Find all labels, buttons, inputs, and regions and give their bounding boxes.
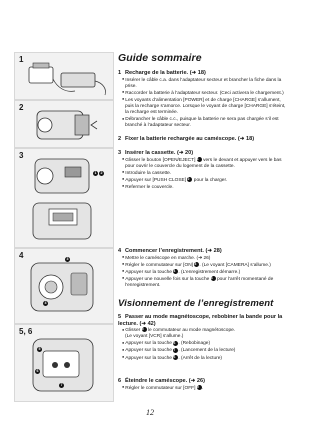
illustration-label: 2 — [19, 103, 24, 112]
record-drawing — [15, 249, 113, 323]
step-1-bullet: ● Raccorder la batterie à l’adaptateur secteur. (Ceci activera le chargement.) — [118, 90, 288, 97]
illustration-step-2 — [14, 100, 114, 148]
step-3-bullet: ● Glisser le bouton [OPEN/EJECT] 1 vers le devant et appuyer vers le bas pour ouvrir le couvercle du logement de la cassette. — [118, 157, 288, 170]
step-4-title: 4 Commencer l’enregistrement. (➜ 28) — [118, 248, 222, 254]
playback-drawing — [15, 325, 113, 401]
step-1-bullet: ● Débrancher le câble c.c., puisque la batterie ne sera pas chargée s’il est branché à l’adaptateur secteur. — [118, 116, 288, 129]
marker-4: 4 — [44, 301, 47, 305]
step-2-title: 2 Fixer la batterie rechargée au caméscope. (➜ 18) — [118, 136, 255, 142]
step-3-title: 3 Insérer la cassette. (➜ 20) — [118, 150, 194, 156]
step-2 — [118, 136, 288, 143]
step-1-title: 1 Recharge de la batterie. (➜ 18) — [118, 70, 206, 76]
marker-3: 3 — [66, 257, 69, 261]
illustration-label: 4 — [19, 251, 24, 260]
step-3-bullet: ● Refermer le couvercle. — [118, 184, 288, 191]
illustration-label: 3 — [19, 151, 24, 160]
marker-7: 7 — [60, 383, 63, 387]
step-4-bullet: ● Régler le commutateur sur [ON] 3 . (Le voyant [CAMERA] s’allume.) — [118, 262, 288, 269]
marker-2: 2 — [100, 171, 103, 175]
step-3-bullet: ● Appuyer sur [PUSH CLOSE] 2 pour la charger. — [118, 177, 288, 184]
step-6-title: 6 Éteindre le caméscope. (➜ 26) — [118, 378, 205, 384]
illustration-label: 1 — [19, 55, 24, 64]
step-4-bullet: ● Appuyer une nouvelle fois sur la touche 4 pour l’arrêt momentané de l’enregistrement. — [118, 276, 288, 289]
step-4-bullet: ● Mettre le caméscope en marche. (➜ 26) — [118, 255, 288, 262]
illustration-step-4 — [14, 248, 114, 324]
text-column — [118, 52, 288, 402]
illustration-step-5-6 — [14, 324, 114, 402]
section-title-playback: Visionnement de l’enregistrement — [118, 298, 274, 309]
step-1-bullet: ● Les voyants d’alimentation [POWER] et de charge [CHARGE] s’allument, puis la recharge s’amorce. Lorsque le voyant de charge [CHARGE] s’éteint, la recharge est terminée. — [118, 97, 288, 116]
step-4-bullet: ● Appuyer sur la touche 4 . (L’enregistrement démarre.) — [118, 269, 288, 276]
marker-5: 5 — [38, 347, 41, 351]
step-4 — [118, 248, 288, 289]
step-1-bullet: ● Insérer le câble c.a. dans l’adaptateur secteur et brancher la fiche dans la prise. — [118, 77, 288, 90]
step-5-bullet: ● Appuyer sur la touche 6 . (Arrêt de la lecture) — [118, 355, 288, 362]
illustration-label: 5, 6 — [19, 327, 33, 336]
step-1 — [118, 70, 288, 129]
marker-1: 1 — [94, 171, 97, 175]
illustration-step-1 — [14, 52, 114, 100]
step-5-bullet: ● Glisser 5 le commutateur au mode magnétoscope. — [118, 327, 288, 334]
step-5-bullet: ● Appuyer sur la touche 6 . (Rebobinage) — [118, 340, 288, 347]
charger-battery-drawing — [15, 53, 113, 99]
marker-6: 6 — [36, 369, 39, 373]
camcorder-battery-drawing — [15, 101, 113, 147]
step-3 — [118, 150, 288, 191]
step-5-note: (Le voyant [VCR] s’allume.) — [125, 334, 184, 340]
step-5-bullet: ● Appuyer sur la touche 7 . (Lancement de la lecture) — [118, 347, 288, 354]
step-6 — [118, 378, 288, 392]
cassette-insert-drawing — [15, 149, 113, 247]
page-title: Guide sommaire — [118, 52, 202, 64]
step-5 — [118, 314, 288, 362]
page-number: 12 — [146, 408, 154, 417]
step-5-title: 5 Passer au mode magnétoscope, rebobiner la bande pour la lecture. (➜ 42) — [118, 314, 283, 327]
step-6-bullet: ● Régler le commutateur sur [OFF] 5 . — [118, 385, 288, 392]
step-3-bullet: ● Introduire la cassette. — [118, 170, 288, 177]
illustration-step-3 — [14, 148, 114, 248]
